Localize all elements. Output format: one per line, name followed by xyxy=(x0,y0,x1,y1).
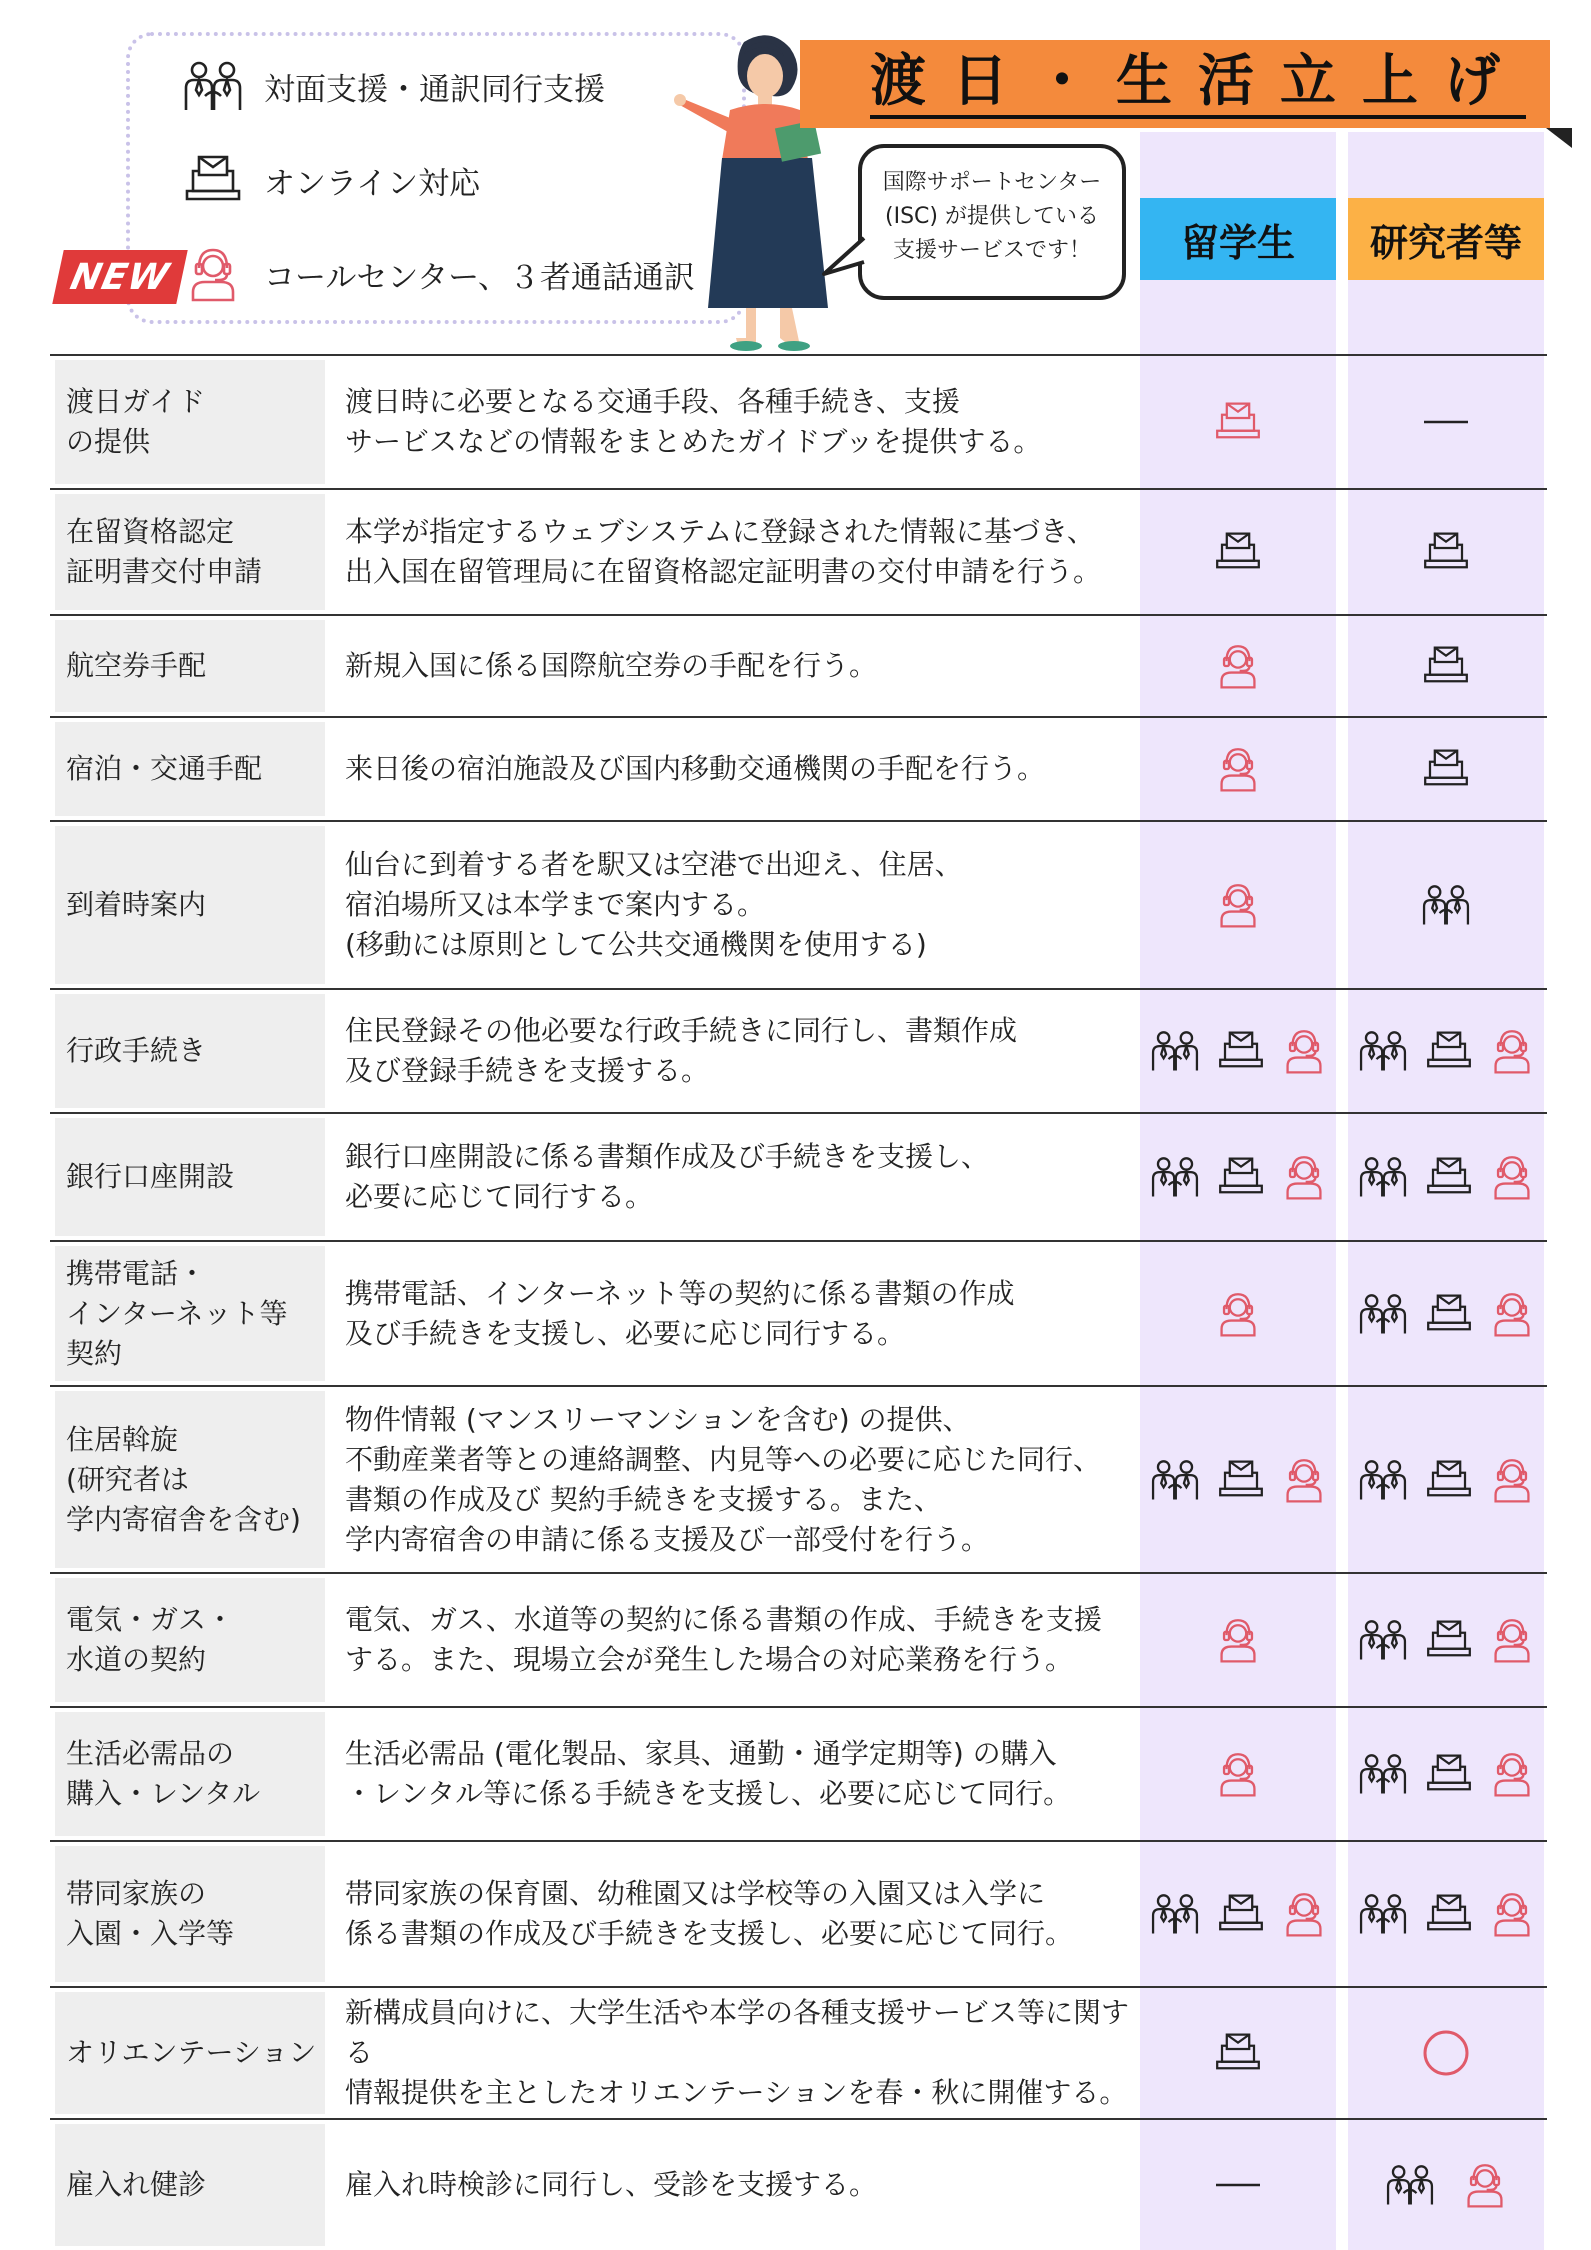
laptop-mail-icon xyxy=(1217,1892,1265,1936)
legend-online xyxy=(180,152,480,208)
students-cell xyxy=(1140,490,1336,614)
headset-icon xyxy=(180,246,246,302)
students-cell xyxy=(1140,822,1336,988)
row-name: 宿泊・交通手配 xyxy=(66,752,263,785)
legend-call-center xyxy=(180,246,695,302)
row-name: 行政手続き xyxy=(66,1034,207,1067)
laptop-mail-icon xyxy=(1217,1458,1265,1502)
students-cell xyxy=(1140,356,1336,488)
researchers-cell xyxy=(1348,1842,1544,1986)
students-cell xyxy=(1140,1988,1336,2118)
speech-bubble-tail xyxy=(820,232,866,282)
laptop-mail-icon xyxy=(1214,2031,1262,2075)
students-cell xyxy=(1140,1387,1336,1572)
headset-icon xyxy=(1489,1457,1535,1503)
researchers-cell xyxy=(1348,1387,1544,1572)
row-description: 携帯電話、インターネット等の契約に係る書類の作成 及び手続きを支援し、必要に応じ同行する。 xyxy=(345,1276,1015,1350)
new-badge: NEW xyxy=(52,250,187,304)
headset-icon xyxy=(1215,746,1261,792)
headset-icon xyxy=(1489,1154,1535,1200)
row-description: 本学が指定するウェブシステムに登録された情報に基づき、 出入国在留管理局に在留資格認定証明書の交付申請を行う。 xyxy=(345,515,1102,588)
people-icon xyxy=(1357,1292,1409,1336)
row-name: 銀行口座開設 xyxy=(66,1160,235,1193)
row-name: 住居斡旋 (研究者は 学内寄宿舎を含む) xyxy=(66,1422,301,1536)
people-icon xyxy=(1357,1892,1409,1936)
row-name: 雇入れ健診 xyxy=(66,2168,207,2201)
headset-icon xyxy=(1281,1028,1327,1074)
headset-icon xyxy=(1489,1891,1535,1937)
headset-icon xyxy=(1489,1751,1535,1797)
students-cell xyxy=(1140,616,1336,716)
row-description: 新構成員向けに、大学生活や本学の各種支援サービス等に関する 情報提供を主としたオリエンテーションを春・秋に開催する。 xyxy=(345,1996,1130,2109)
laptop-mail-icon xyxy=(1422,644,1470,688)
people-icon xyxy=(1149,1458,1201,1502)
row-description: 物件情報 (マンスリーマンションを含む) の提供、 不動産業者等との連絡調整、内見等への必要に応じた同行、 書類の作成及び 契約手続きを支援する。また、 学内寄宿舎の申請に係る支援及び一部受付を行う。 xyxy=(345,1402,1102,1556)
researchers-cell xyxy=(1348,990,1544,1112)
speech-bubble: 国際サポートセンター (ISC) が提供している 支援サービスです！ xyxy=(858,144,1126,300)
researchers-cell xyxy=(1348,822,1544,988)
row-description: 新規入国に係る国際航空券の手配を行う。 xyxy=(345,649,878,682)
laptop-mail-icon xyxy=(1214,530,1262,574)
headset-icon xyxy=(1215,643,1261,689)
dash-icon xyxy=(1216,2182,1260,2188)
row-description: 銀行口座開設に係る書類作成及び手続きを支援し、 必要に応じて同行する。 xyxy=(345,1140,990,1213)
researchers-cell xyxy=(1348,1242,1544,1385)
people-icon xyxy=(1357,1458,1409,1502)
students-cell xyxy=(1140,1114,1336,1240)
headset-icon xyxy=(1215,1617,1261,1663)
headset-icon xyxy=(1462,2162,1508,2208)
researchers-cell xyxy=(1348,718,1544,820)
row-name: 携帯電話・ インターネット等 契約 xyxy=(66,1256,288,1370)
row-name: 生活必需品の 購入・レンタル xyxy=(66,1737,261,1810)
laptop-mail-icon xyxy=(1217,1155,1265,1199)
researchers-cell xyxy=(1348,1708,1544,1840)
researchers-cell xyxy=(1348,616,1544,716)
headset-icon xyxy=(1215,1291,1261,1337)
headset-icon xyxy=(1281,1457,1327,1503)
legend-face-to-face xyxy=(180,58,605,114)
people-icon xyxy=(1149,1155,1201,1199)
laptop-mail-icon xyxy=(1425,1458,1473,1502)
laptop-mail-icon xyxy=(1425,1155,1473,1199)
legend-face-to-face-label: 対面支援・通訳同行支援 xyxy=(264,71,605,108)
row-name: 到着時案内 xyxy=(66,888,207,921)
banner-fold xyxy=(1546,128,1572,148)
students-cell xyxy=(1140,990,1336,1112)
researchers-cell xyxy=(1348,1988,1544,2118)
laptop-mail-icon xyxy=(1217,1029,1265,1073)
people-icon xyxy=(1149,1029,1201,1073)
row-name: オリエンテーション xyxy=(66,2036,317,2069)
row-description: 住民登録その他必要な行政手続きに同行し、書類作成 及び登録手続きを支援する。 xyxy=(345,1014,1018,1087)
headset-icon xyxy=(1489,1028,1535,1074)
row-description: 仙台に到着する者を駅又は空港で出迎え、住居、 宿泊場所又は本学まで案内する。 (移動には原則として公共交通機関を使用する) xyxy=(345,848,963,961)
legend-online-label: オンライン対応 xyxy=(264,165,481,202)
headset-icon xyxy=(1489,1291,1535,1337)
people-icon xyxy=(1357,1618,1409,1662)
headset-icon xyxy=(1281,1891,1327,1937)
researchers-cell xyxy=(1348,490,1544,614)
laptop-mail-icon xyxy=(1425,1618,1473,1662)
people-icon xyxy=(1357,1155,1409,1199)
row-description: 来日後の宿泊施設及び国内移動交通機関の手配を行う。 xyxy=(345,752,1046,785)
row-name: 帯同家族の 入園・入学等 xyxy=(66,1877,235,1950)
laptop-mail-icon xyxy=(1425,1752,1473,1796)
row-name: 在留資格認定 証明書交付申請 xyxy=(66,515,263,588)
researchers-cell xyxy=(1348,1114,1544,1240)
banner-title: 渡日・生活立上げ xyxy=(870,40,1550,128)
people-icon xyxy=(1357,1752,1409,1796)
people-icon xyxy=(1357,1029,1409,1073)
students-cell xyxy=(1140,1574,1336,1706)
headset-icon xyxy=(1215,882,1261,928)
researchers-header: 研究者等 xyxy=(1348,198,1544,280)
row-name: 航空券手配 xyxy=(66,649,207,682)
students-cell xyxy=(1140,1708,1336,1840)
laptop-mail-icon xyxy=(1422,530,1470,574)
row-description: 電気、ガス、水道等の契約に係る書類の作成、手続きを支援 する。また、現場立会が発生した場合の対応業務を行う。 xyxy=(345,1603,1102,1676)
laptop-mail-icon xyxy=(1425,1292,1473,1336)
headset-icon xyxy=(1215,1751,1261,1797)
row-description: 渡日時に必要となる交通手段、各種手続き、支援 サービスなどの情報をまとめたガイドブッを提供する。 xyxy=(345,385,1042,458)
laptop-mail-icon xyxy=(180,152,246,208)
researchers-cell xyxy=(1348,356,1544,488)
people-icon xyxy=(180,58,246,114)
students-cell xyxy=(1140,2120,1336,2250)
row-description: 帯同家族の保育園、幼稚園又は学校等の入園又は入学に 係る書類の作成及び手続きを支援し、必要に応じて同行。 xyxy=(345,1877,1074,1950)
laptop-mail-icon xyxy=(1425,1892,1473,1936)
people-icon xyxy=(1384,2163,1436,2207)
students-cell xyxy=(1140,1242,1336,1385)
headset-icon xyxy=(1281,1154,1327,1200)
people-icon xyxy=(1149,1892,1201,1936)
laptop-mail-icon xyxy=(1422,747,1470,791)
students-cell xyxy=(1140,718,1336,820)
students-header: 留学生 xyxy=(1140,198,1336,280)
circle-icon xyxy=(1422,2029,1470,2077)
row-name: 電気・ガス・ 水道の契約 xyxy=(66,1603,235,1676)
researchers-cell xyxy=(1348,1574,1544,1706)
row-description: 雇入れ時検診に同行し、受診を支援する。 xyxy=(345,2168,878,2201)
headset-icon xyxy=(1489,1617,1535,1663)
researchers-cell xyxy=(1348,2120,1544,2250)
laptop-mail-icon xyxy=(1214,400,1262,444)
students-cell xyxy=(1140,1842,1336,1986)
row-description: 生活必需品 (電化製品、家具、通勤・通学定期等) の購入 ・レンタル等に係る手続きを支援し、必要に応じて同行。 xyxy=(345,1737,1072,1810)
laptop-mail-icon xyxy=(1425,1029,1473,1073)
legend-call-center-label: コールセンター、３者通話通訳 xyxy=(264,259,695,296)
people-icon xyxy=(1420,883,1472,927)
row-name: 渡日ガイド の提供 xyxy=(66,385,206,458)
dash-icon xyxy=(1424,419,1468,425)
